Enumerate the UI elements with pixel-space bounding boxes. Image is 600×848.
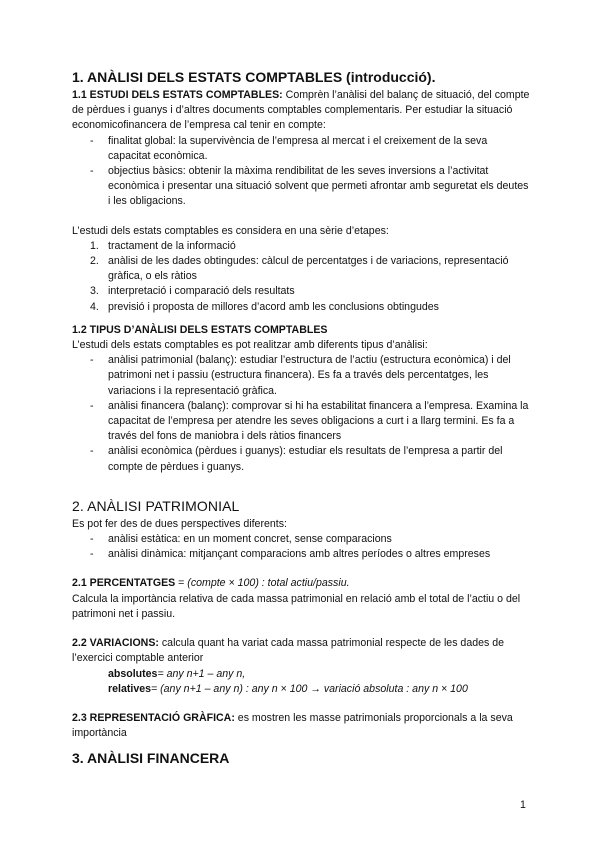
stage-text: previsió i proposta de millores d’acord amb les conclusions obtingudes xyxy=(108,300,439,313)
relative-label: relatives xyxy=(108,682,151,695)
stage-number: 4. xyxy=(90,300,99,313)
list-item xyxy=(72,284,532,299)
subsection-1-2-heading: 1.2 TIPUS D’ANÀLISI DELS ESTATS COMPTABLES xyxy=(72,323,328,336)
list-item: - anàlisi econòmica (pèrdues i guanys): estudiar els resultats de l’empresa a partir del compte de pèrdues i guanys. xyxy=(72,444,532,474)
subsection-2-2 xyxy=(72,636,532,666)
section-3-title: 3. ANÀLISI FINANCERA xyxy=(72,750,230,767)
subsection-1-2-text: L’estudi dels estats comptables es pot realitzar amb diferents tipus d’anàlisi: xyxy=(72,339,428,352)
stage-number: 2. xyxy=(90,255,99,268)
relative-variation xyxy=(72,682,532,697)
subsection-2-2-heading: 2.2 VARIACIONS: xyxy=(72,637,159,650)
list-item: - anàlisi estàtica: en un moment concret, sense comparacions xyxy=(72,532,532,547)
list-item xyxy=(72,300,532,315)
list-item: - anàlisi financera (balanç): comprovar si hi ha estabilitat financera a l’empresa. Examina la capacitat de l’empresa per atendre les seves obligacions a curt i a llarg termini. Es fa a través del fons de maniobra i dels ràtios financers xyxy=(72,399,532,445)
list-item: - anàlisi dinàmica: mitjançant comparacions amb altres períodes o altres empreses xyxy=(72,547,532,562)
percentage-formula: (compte × 100) : total actiu/passiu. xyxy=(187,577,350,590)
section-2-title: 2. ANÀLISI PATRIMONIAL xyxy=(72,497,240,514)
subsection-2-2-text: calcula quant ha variat cada massa patrimonial respecte de les dades de l’exercici comptable anterior xyxy=(72,637,505,665)
subsection-1-1-text: Comprèn l’anàlisi del balanç de situació, del compte de pèrdues i guanys i d’altres documents comptables complementaris. Per estudiar la situació economicofinancera de l’empresa cal tenir en compte: xyxy=(72,89,530,132)
list-item xyxy=(72,239,532,254)
absolute-variation xyxy=(72,667,532,682)
section-1-title: 1. ANÀLISI DELS ESTATS COMPTABLES (introducció). xyxy=(72,69,436,85)
list-item: - anàlisi patrimonial (balanç): estudiar l’estructura de l’actiu (estructura econòmica) i del patrimoni net i passiu (estructura financera). Es fa a través dels percentatges, les variacions i la representació gràfica. xyxy=(72,353,532,399)
subsection-2-1-text: Calcula la importància relativa de cada massa patrimonial en relació amb el total de l’actiu o del patrimoni net i passiu. xyxy=(72,592,521,620)
subsection-2-1-eq: = xyxy=(175,577,188,590)
absolute-formula: = any n+1 – any n, xyxy=(157,667,246,680)
list-item xyxy=(72,254,532,284)
subsection-2-3-heading: 2.3 REPRESENTACIÓ GRÀFICA: xyxy=(72,711,235,724)
section-2-list xyxy=(72,532,532,562)
stage-text: interpretació i comparació dels resultats xyxy=(108,285,295,298)
stage-number: 3. xyxy=(90,285,99,298)
document-page xyxy=(72,68,532,769)
stage-text: anàlisi de les dades obtingudes: càlcul de percentatges i de variacions, representació gràfica, o els ràtios xyxy=(108,255,509,283)
subsection-1-1-list xyxy=(72,134,532,210)
subsection-2-3-text: es mostren les masse patrimonials proporcionals a la seva importància xyxy=(72,711,513,740)
subsection-1-2-list xyxy=(72,353,532,475)
relative-formula: = (any n+1 – any n) : any n × 100 → variació absoluta : any n × 100 xyxy=(151,682,468,695)
subsection-1-1-heading: 1.1 ESTUDI DELS ESTATS COMPTABLES: xyxy=(72,89,283,101)
section-2-intro: Es pot fer des de dues perspectives diferents: xyxy=(72,517,287,530)
list-item: - objectius bàsics: obtenir la màxima rendibilitat de les seves inversions a l’activitat econòmica i presentar una situació solvent que permeti afrontar amb seguretat els deutes i les obligacions. xyxy=(72,164,532,210)
stages-list xyxy=(72,239,532,315)
page-number: 1 xyxy=(520,799,526,811)
stage-text: tractament de la informació xyxy=(108,239,236,252)
subsection-2-1-heading: 2.1 PERCENTATGES xyxy=(72,577,176,590)
stage-number: 1. xyxy=(90,239,99,252)
subsection-2-3 xyxy=(72,711,532,741)
subsection-2-1 xyxy=(72,576,532,591)
subsection-1-1 xyxy=(72,88,532,134)
absolute-label: absolutes xyxy=(108,667,158,680)
stages-intro: L’estudi dels estats comptables es considera en una sèrie d’etapes: xyxy=(72,224,389,237)
list-item: - finalitat global: la supervivència de l’empresa al mercat i el creixement de la seva capacitat econòmica. xyxy=(72,134,532,164)
